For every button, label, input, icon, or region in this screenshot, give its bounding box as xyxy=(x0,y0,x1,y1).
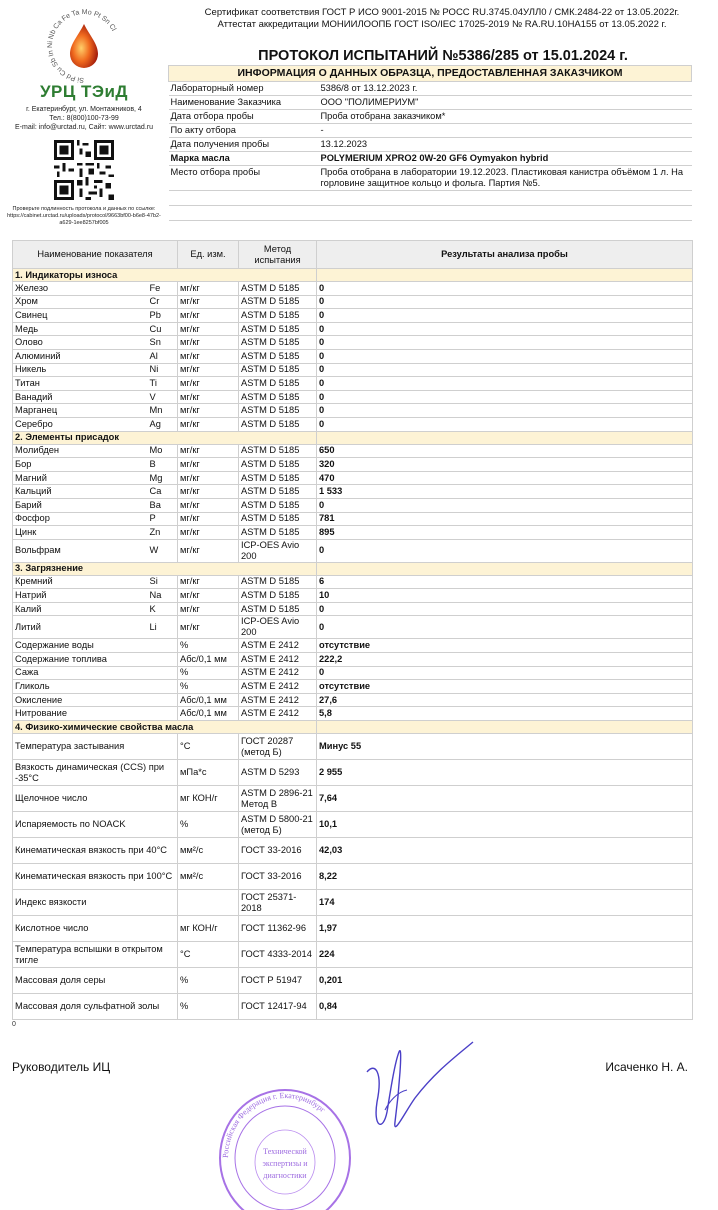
unit-cell: % xyxy=(178,812,239,838)
official-stamp-icon xyxy=(210,1080,360,1210)
indicator-name: Ванадий xyxy=(13,390,148,404)
unit-cell: мм²/с xyxy=(178,838,239,864)
element-symbol: Cu xyxy=(148,322,178,336)
result-value: 0 xyxy=(317,390,693,404)
result-value: 0 xyxy=(317,336,693,350)
table-row xyxy=(13,526,693,540)
table-row xyxy=(13,498,693,512)
unit-cell: мг/кг xyxy=(178,444,239,458)
result-value: 174 xyxy=(317,890,693,916)
table-row xyxy=(13,322,693,336)
method-cell: ГОСТ 25371-2018 xyxy=(239,890,317,916)
svg-text:Российская Федерация г. Екатер: Российская Федерация г. Екатеринбург xyxy=(220,1090,328,1159)
section-result-cell xyxy=(317,431,693,444)
method-cell: ASTM D 5185 xyxy=(239,377,317,391)
indicator-name: Массовая доля сульфатной золы xyxy=(13,994,178,1020)
table-row xyxy=(13,444,693,458)
table-row xyxy=(13,485,693,499)
method-cell: ASTM D 5185 xyxy=(239,444,317,458)
unit-cell: мПа*с xyxy=(178,760,239,786)
table-row xyxy=(13,693,693,707)
method-cell: ASTM D 5185 xyxy=(239,363,317,377)
indicator-name: Кремний xyxy=(13,575,148,589)
results-table xyxy=(12,240,693,1020)
indicator-name: Кислотное число xyxy=(13,916,178,942)
section-row xyxy=(13,562,693,575)
result-value: 6 xyxy=(317,575,693,589)
unit-cell: мг/кг xyxy=(178,282,239,296)
table-row xyxy=(13,417,693,431)
info-label: Дата отбора пробы xyxy=(169,110,319,124)
info-label: По акту отбора xyxy=(169,124,319,138)
result-value: 10,1 xyxy=(317,812,693,838)
info-row xyxy=(169,82,692,96)
method-cell: ASTM E 2412 xyxy=(239,707,317,721)
signer-name: Исаченко Н. А. xyxy=(605,1060,688,1074)
unit-cell: мг/кг xyxy=(178,526,239,540)
unit-cell: мг/кг xyxy=(178,512,239,526)
qr-code-icon[interactable] xyxy=(54,140,114,200)
indicator-name: Кинематическая вязкость при 40°С xyxy=(13,838,178,864)
section-title: 4. Физико-химические свойства масла xyxy=(13,721,317,734)
col-header-unit: Ед. изм. xyxy=(178,241,239,269)
element-symbol: Li xyxy=(148,616,178,639)
element-symbol: Ca xyxy=(148,485,178,499)
cert-line-1: Сертификат соответствия ГОСТ Р ИСО 9001-2015 № РОСС RU.3745.04УЛЛ0 / СМК.2484-22 от 13.05.2022г. xyxy=(204,7,680,18)
unit-cell: Абс/0,1 мм xyxy=(178,693,239,707)
table-row xyxy=(13,942,693,968)
svg-text:Si Pd Cu Sb In Ni Nb Ca Fe Ta: Si Pd Cu Sb In Ni Nb Ca Fe Ta Mo Pt Sn Cl xyxy=(47,8,117,84)
table-row xyxy=(13,602,693,616)
section-title: 3. Загрязнение xyxy=(13,562,317,575)
element-symbol: V xyxy=(148,390,178,404)
indicator-name: Содержание воды xyxy=(13,639,178,653)
info-row xyxy=(169,138,692,152)
result-value: 222,2 xyxy=(317,653,693,667)
indicator-name: Медь xyxy=(13,322,148,336)
result-value: 781 xyxy=(317,512,693,526)
table-row xyxy=(13,349,693,363)
indicator-name: Марганец xyxy=(13,404,148,418)
sample-info-table xyxy=(168,65,692,221)
method-cell: ГОСТ 20287 (метод Б) xyxy=(239,734,317,760)
unit-cell: мг/кг xyxy=(178,322,239,336)
unit-cell: мг КОН/г xyxy=(178,786,239,812)
method-cell: ASTM D 5185 xyxy=(239,512,317,526)
indicator-name: Вязкость динамическая (CCS) при -35°С xyxy=(13,760,178,786)
indicator-name: Олово xyxy=(13,336,148,350)
info-empty-row xyxy=(169,191,692,206)
unit-cell: мг/кг xyxy=(178,404,239,418)
indicator-name: Вольфрам xyxy=(13,539,148,562)
element-symbol: P xyxy=(148,512,178,526)
indicator-name: Свинец xyxy=(13,309,148,323)
indicator-name: Бор xyxy=(13,458,148,472)
result-value: отсутствие xyxy=(317,639,693,653)
unit-cell: мг/кг xyxy=(178,589,239,603)
element-symbol: Cr xyxy=(148,295,178,309)
unit-cell: мг/кг xyxy=(178,295,239,309)
section-row xyxy=(13,721,693,734)
unit-cell: % xyxy=(178,666,239,680)
result-value: 0 xyxy=(317,295,693,309)
unit-cell: % xyxy=(178,680,239,694)
table-row xyxy=(13,336,693,350)
indicator-name: Щелочное число xyxy=(13,786,178,812)
organization-name: УРЦ ТЭиД xyxy=(39,82,129,101)
result-value: 8,22 xyxy=(317,864,693,890)
method-cell: ГОСТ 12417-94 xyxy=(239,994,317,1020)
protocol-title: ПРОТОКОЛ ИСПЫТАНИЙ №5386/285 от 15.01.2024 г. xyxy=(258,48,628,64)
indicator-name: Магний xyxy=(13,471,148,485)
result-value: 650 xyxy=(317,444,693,458)
table-row xyxy=(13,994,693,1020)
method-cell: ASTM D 5293 xyxy=(239,760,317,786)
col-header-name: Наименование показателя xyxy=(13,241,178,269)
signer-role: Руководитель ИЦ xyxy=(12,1060,111,1074)
method-cell: ASTM D 5185 xyxy=(239,390,317,404)
result-value: 470 xyxy=(317,471,693,485)
sample-info-heading: ИНФОРМАЦИЯ О ДАННЫХ ОБРАЗЦА, ПРЕДОСТАВЛЕННАЯ ЗАКАЗЧИКОМ xyxy=(169,66,692,82)
unit-cell: мг/кг xyxy=(178,349,239,363)
section-title: 1. Индикаторы износа xyxy=(13,269,317,282)
method-cell: ASTM D 5185 xyxy=(239,575,317,589)
info-row xyxy=(169,110,692,124)
table-row xyxy=(13,363,693,377)
result-value: 0,201 xyxy=(317,968,693,994)
table-row xyxy=(13,390,693,404)
unit-cell: мг/кг xyxy=(178,363,239,377)
indicator-name: Никель xyxy=(13,363,148,377)
method-cell: ASTM D 5185 xyxy=(239,458,317,472)
result-value: Минус 55 xyxy=(317,734,693,760)
table-row xyxy=(13,539,693,562)
unit-cell: мг/кг xyxy=(178,616,239,639)
method-cell: ASTM D 5185 xyxy=(239,589,317,603)
section-result-cell xyxy=(317,562,693,575)
table-row xyxy=(13,666,693,680)
result-value: 0 xyxy=(317,349,693,363)
info-value: Проба отобрана в лаборатории 19.12.2023. Пластиковая канистра объёмом 1 л. На горловине защитное кольцо и фольга. Партия №5. xyxy=(319,166,692,191)
element-symbol: Mo xyxy=(148,444,178,458)
indicator-name: Калий xyxy=(13,602,148,616)
info-row xyxy=(169,152,692,166)
info-empty-row xyxy=(169,206,692,221)
info-label: Лабораторный номер xyxy=(169,82,319,96)
info-value: POLYMERIUM XPRO2 0W-20 GF6 Oymyakon hybrid xyxy=(319,152,692,166)
indicator-name: Натрий xyxy=(13,589,148,603)
unit-cell: мг/кг xyxy=(178,539,239,562)
table-row xyxy=(13,812,693,838)
unit-cell: Абс/0,1 мм xyxy=(178,707,239,721)
indicator-name: Температура вспышки в открытом тигле xyxy=(13,942,178,968)
result-value: 2 955 xyxy=(317,760,693,786)
unit-cell: мг/кг xyxy=(178,602,239,616)
table-row xyxy=(13,707,693,721)
result-value: 42,03 xyxy=(317,838,693,864)
result-value: 0 xyxy=(317,666,693,680)
drop-logo-icon xyxy=(44,6,124,86)
table-row xyxy=(13,890,693,916)
indicator-name: Молибден xyxy=(13,444,148,458)
table-row xyxy=(13,916,693,942)
table-row xyxy=(13,639,693,653)
info-label: Наименование Заказчика xyxy=(169,96,319,110)
section-row xyxy=(13,431,693,444)
method-cell: ГОСТ 33-2016 xyxy=(239,838,317,864)
signature-icon xyxy=(355,1032,485,1152)
indicator-name: Температура застывания xyxy=(13,734,178,760)
result-value: 0 xyxy=(317,282,693,296)
unit-cell: мг/кг xyxy=(178,390,239,404)
method-cell: ASTM D 5185 xyxy=(239,485,317,499)
indicator-name: Хром xyxy=(13,295,148,309)
section-result-cell xyxy=(317,721,693,734)
table-row xyxy=(13,575,693,589)
method-cell: ASTM D 5185 xyxy=(239,336,317,350)
method-cell: ГОСТ Р 51947 xyxy=(239,968,317,994)
unit-cell: мг КОН/г xyxy=(178,916,239,942)
method-cell: ASTM D 5185 xyxy=(239,471,317,485)
info-row xyxy=(169,124,692,138)
indicator-name: Сажа xyxy=(13,666,178,680)
result-value: 7,64 xyxy=(317,786,693,812)
svg-text:Технической: Технической xyxy=(263,1147,307,1156)
result-value: 0 xyxy=(317,498,693,512)
unit-cell: мг/кг xyxy=(178,575,239,589)
element-symbol: Ba xyxy=(148,498,178,512)
method-cell: ASTM D 2896-21 Метод В xyxy=(239,786,317,812)
table-row xyxy=(13,471,693,485)
result-value: 0 xyxy=(317,309,693,323)
indicator-name: Цинк xyxy=(13,526,148,540)
element-symbol: B xyxy=(148,458,178,472)
result-value: 0 xyxy=(317,539,693,562)
info-row xyxy=(169,96,692,110)
info-value: - xyxy=(319,124,692,138)
table-row xyxy=(13,512,693,526)
unit-cell: мг/кг xyxy=(178,336,239,350)
info-value: Проба отобрана заказчиком* xyxy=(319,110,692,124)
result-value: 0 xyxy=(317,363,693,377)
element-symbol: Si xyxy=(148,575,178,589)
unit-cell xyxy=(178,890,239,916)
result-value: 0 xyxy=(317,602,693,616)
element-symbol: Na xyxy=(148,589,178,603)
element-symbol: W xyxy=(148,539,178,562)
organization-phone: Тел.: 8(800)100-73-99 xyxy=(49,115,119,122)
organization-contacts: E-mail: info@urctad.ru, Сайт: www.urctad.ru xyxy=(14,124,153,131)
element-symbol: Mn xyxy=(148,404,178,418)
result-value: 224 xyxy=(317,942,693,968)
indicator-name: Массовая доля серы xyxy=(13,968,178,994)
element-symbol: Sn xyxy=(148,336,178,350)
table-row xyxy=(13,282,693,296)
element-symbol: Al xyxy=(148,349,178,363)
indicator-name: Железо xyxy=(13,282,148,296)
info-label: Дата получения пробы xyxy=(169,138,319,152)
indicator-name: Барий xyxy=(13,498,148,512)
method-cell: ASTM D 5185 xyxy=(239,417,317,431)
result-value: 5,8 xyxy=(317,707,693,721)
method-cell: ASTM D 5185 xyxy=(239,309,317,323)
footnote: 0 xyxy=(12,1021,16,1028)
verify-text: Проверьте подлинность протокола и данных по ссылке: xyxy=(12,206,156,212)
indicator-name: Окисление xyxy=(13,693,178,707)
result-value: 27,6 xyxy=(317,693,693,707)
section-title: 2. Элементы присадок xyxy=(13,431,317,444)
table-row xyxy=(13,458,693,472)
element-symbol: Mg xyxy=(148,471,178,485)
svg-text:экспертизы и: экспертизы и xyxy=(262,1159,308,1168)
unit-cell: мг/кг xyxy=(178,458,239,472)
element-symbol: Ni xyxy=(148,363,178,377)
table-row xyxy=(13,760,693,786)
indicator-name: Испаряемость по NOACK xyxy=(13,812,178,838)
indicator-name: Содержание топлива xyxy=(13,653,178,667)
unit-cell: % xyxy=(178,968,239,994)
unit-cell: мг/кг xyxy=(178,498,239,512)
result-value: 0 xyxy=(317,322,693,336)
indicator-name: Кальций xyxy=(13,485,148,499)
unit-cell: мг/кг xyxy=(178,377,239,391)
method-cell: ASTM E 2412 xyxy=(239,666,317,680)
organization-block xyxy=(0,0,168,227)
method-cell: ASTM E 2412 xyxy=(239,639,317,653)
result-value: 1,97 xyxy=(317,916,693,942)
info-row xyxy=(169,166,692,191)
info-label: Место отбора пробы xyxy=(169,166,319,191)
result-value: 895 xyxy=(317,526,693,540)
result-value: 10 xyxy=(317,589,693,603)
method-cell: ASTM D 5185 xyxy=(239,498,317,512)
method-cell: ICP-OES Avio 200 xyxy=(239,616,317,639)
method-cell: ASTM E 2412 xyxy=(239,693,317,707)
method-cell: ГОСТ 11362-96 xyxy=(239,916,317,942)
method-cell: ASTM D 5185 xyxy=(239,404,317,418)
method-cell: ГОСТ 33-2016 xyxy=(239,864,317,890)
unit-cell: °С xyxy=(178,734,239,760)
table-row xyxy=(13,377,693,391)
indicator-name: Титан xyxy=(13,377,148,391)
element-symbol: Ag xyxy=(148,417,178,431)
result-value: 0 xyxy=(317,616,693,639)
method-cell: ASTM D 5185 xyxy=(239,349,317,363)
table-row xyxy=(13,404,693,418)
info-value: ООО "ПОЛИМЕРИУМ" xyxy=(319,96,692,110)
method-cell: ICP-OES Avio 200 xyxy=(239,539,317,562)
section-row xyxy=(13,269,693,282)
method-cell: ASTM D 5185 xyxy=(239,295,317,309)
method-cell: ASTM D 5185 xyxy=(239,526,317,540)
info-label: Марка масла xyxy=(169,152,319,166)
unit-cell: мг/кг xyxy=(178,485,239,499)
unit-cell: мг/кг xyxy=(178,471,239,485)
cert-line-2: Аттестат аккредитации МОНИИЛООПБ ГОСТ ISO/IEC 17025-2019 № RA.RU.10НА155 от 13.05.2022 г. xyxy=(217,19,667,30)
table-row xyxy=(13,309,693,323)
info-value: 5386/8 от 13.12.2023 г. xyxy=(319,82,692,96)
table-row xyxy=(13,680,693,694)
result-value: 0 xyxy=(317,417,693,431)
result-value: 1 533 xyxy=(317,485,693,499)
col-header-result: Результаты анализа пробы xyxy=(317,241,693,269)
organization-address: г. Екатеринбург, ул. Монтажников, 4 xyxy=(26,106,142,113)
certificates xyxy=(172,7,712,31)
table-row xyxy=(13,786,693,812)
method-cell: ASTM E 2412 xyxy=(239,680,317,694)
method-cell: ASTM D 5800-21 (метод Б) xyxy=(239,812,317,838)
unit-cell: °С xyxy=(178,942,239,968)
unit-cell: % xyxy=(178,639,239,653)
table-row xyxy=(13,734,693,760)
verify-link[interactable]: https://cabinet.urctad.ru/uploads/protocol/9663bf00-b6e8-47b2-a629-1ee8257bf005 xyxy=(7,213,161,226)
indicator-name: Фосфор xyxy=(13,512,148,526)
indicator-name: Литий xyxy=(13,616,148,639)
unit-cell: Абс/0,1 мм xyxy=(178,653,239,667)
table-row xyxy=(13,968,693,994)
indicator-name: Нитрование xyxy=(13,707,178,721)
table-row xyxy=(13,838,693,864)
method-cell: ASTM D 5185 xyxy=(239,322,317,336)
element-symbol: Ti xyxy=(148,377,178,391)
method-cell: ГОСТ 4333-2014 xyxy=(239,942,317,968)
section-result-cell xyxy=(317,269,693,282)
method-cell: ASTM D 5185 xyxy=(239,282,317,296)
table-row xyxy=(13,616,693,639)
indicator-name: Кинематическая вязкость при 100°С xyxy=(13,864,178,890)
unit-cell: мм²/с xyxy=(178,864,239,890)
indicator-name: Индекс вязкости xyxy=(13,890,178,916)
result-value: 0 xyxy=(317,404,693,418)
indicator-name: Серебро xyxy=(13,417,148,431)
method-cell: ASTM D 5185 xyxy=(239,602,317,616)
unit-cell: мг/кг xyxy=(178,417,239,431)
indicator-name: Алюминий xyxy=(13,349,148,363)
col-header-method: Метод испытания xyxy=(239,241,317,269)
element-symbol: Fe xyxy=(148,282,178,296)
result-value: отсутствие xyxy=(317,680,693,694)
table-row xyxy=(13,295,693,309)
element-symbol: Zn xyxy=(148,526,178,540)
element-symbol: K xyxy=(148,602,178,616)
result-value: 0 xyxy=(317,377,693,391)
result-value: 320 xyxy=(317,458,693,472)
table-row xyxy=(13,864,693,890)
svg-text:диагностики: диагностики xyxy=(263,1171,307,1180)
element-symbol: Pb xyxy=(148,309,178,323)
unit-cell: % xyxy=(178,994,239,1020)
table-row xyxy=(13,653,693,667)
result-value: 0,84 xyxy=(317,994,693,1020)
method-cell: ASTM E 2412 xyxy=(239,653,317,667)
table-row xyxy=(13,589,693,603)
unit-cell: мг/кг xyxy=(178,309,239,323)
indicator-name: Гликоль xyxy=(13,680,178,694)
info-value: 13.12.2023 xyxy=(319,138,692,152)
